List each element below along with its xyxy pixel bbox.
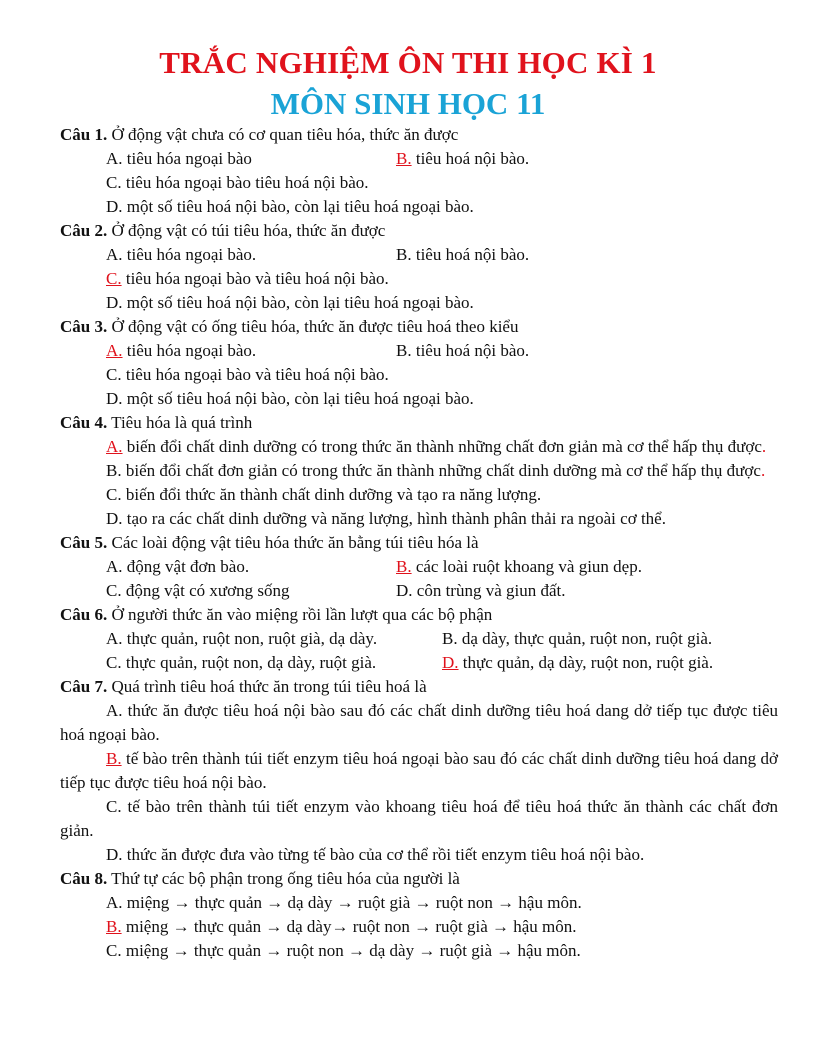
option-d: [60, 843, 778, 867]
option-text: động vật có xương sống: [121, 581, 290, 600]
option-a: [106, 339, 256, 363]
option-text: các loài ruột khoang và giun dẹp.: [411, 557, 642, 576]
correct-answer-letter: B.: [106, 749, 122, 768]
correct-answer-letter: C.: [106, 269, 122, 288]
question-label: Câu 5.: [60, 533, 108, 552]
question-8: [60, 867, 778, 891]
option-a: [60, 699, 778, 747]
option-b: [60, 915, 778, 939]
option-letter: A.: [106, 701, 123, 720]
option-b: [396, 339, 529, 363]
option-c: [60, 267, 778, 291]
option-text: một số tiêu hoá nội bào, còn lại tiêu hoá ngoại bào.: [122, 389, 474, 408]
option-b: [442, 627, 712, 651]
option-text: thực quản, ruột non, ruột già, dạ dày.: [122, 629, 378, 648]
option-row: [60, 243, 778, 267]
option-letter: B.: [442, 629, 458, 648]
option-text: tiêu hoá nội bào.: [411, 341, 530, 360]
option-c: [60, 795, 778, 843]
option-row: [60, 579, 778, 603]
option-text: côn trùng và giun đất.: [412, 581, 566, 600]
option-row: [60, 147, 778, 171]
correct-answer-letter: A.: [106, 437, 123, 456]
option-text: dạ dày, thực quản, ruột non, ruột già.: [457, 629, 713, 648]
option-letter: D.: [106, 845, 123, 864]
option-b: [60, 747, 778, 795]
question-text: Quá trình tiêu hoá thức ăn trong túi tiêu hoá là: [107, 677, 427, 696]
option-c: [60, 363, 778, 387]
option-letter: B.: [396, 341, 412, 360]
option-text: một số tiêu hoá nội bào, còn lại tiêu hoá ngoại bào.: [122, 197, 474, 216]
option-d: [60, 195, 778, 219]
option-row: [60, 627, 778, 651]
question-1: [60, 123, 778, 147]
option-text: thực quản, ruột non, dạ dày, ruột già.: [121, 653, 377, 672]
option-letter: D.: [106, 509, 123, 528]
option-text: biến đổi chất dinh dưỡng có trong thức ăn thành những chất đơn giản mà cơ thể hấp thụ được: [122, 437, 762, 456]
question-7: [60, 675, 778, 699]
question-text: Ở động vật chưa có cơ quan tiêu hóa, thức ăn được: [107, 125, 459, 144]
option-text: một số tiêu hoá nội bào, còn lại tiêu hoá ngoại bào.: [122, 293, 474, 312]
question-label: Câu 4.: [60, 413, 108, 432]
question-text: Thứ tự các bộ phận trong ống tiêu hóa của người là: [107, 869, 460, 888]
option-b: [396, 243, 529, 267]
question-text: Ở động vật có túi tiêu hóa, thức ăn được: [107, 221, 386, 240]
option-text: thức ăn được tiêu hoá nội bào sau đó các chất dinh dưỡng tiêu hoá dang dở tiếp tục được tiêu hoá ngoại bào.: [60, 701, 778, 744]
option-text: tiêu hoá nội bào.: [411, 149, 530, 168]
option-d: [60, 291, 778, 315]
option-letter: C.: [106, 941, 122, 960]
option-d: [60, 507, 778, 531]
option-d: [396, 579, 566, 603]
option-a: [106, 627, 377, 651]
option-c: [60, 939, 778, 963]
question-5: [60, 531, 778, 555]
option-letter: C.: [106, 485, 122, 504]
option-c: [106, 579, 289, 603]
question-label: Câu 6.: [60, 605, 108, 624]
option-letter: D.: [106, 389, 123, 408]
correct-answer-letter: B.: [396, 149, 412, 168]
option-letter: C.: [106, 365, 122, 384]
option-text: tế bào trên thành túi tiết enzym tiêu hoá ngoại bào sau đó các chất dinh dưỡng tiêu hoá dang dở tiếp tục được tiêu hoá nội bào.: [60, 749, 778, 792]
option-letter: C.: [106, 173, 122, 192]
option-a: [106, 555, 249, 579]
option-b: [396, 555, 642, 579]
option-letter: C.: [106, 581, 122, 600]
question-text: Ở động vật có ống tiêu hóa, thức ăn được tiêu hoá theo kiểu: [107, 317, 519, 336]
option-text: tiêu hóa ngoại bào.: [122, 245, 257, 264]
document-subtitle: MÔN SINH HỌC 11: [270, 86, 546, 121]
option-a: [60, 435, 778, 459]
option-row: [60, 555, 778, 579]
question-label: Câu 1.: [60, 125, 108, 144]
correct-answer-letter: D.: [442, 653, 459, 672]
option-a: [106, 243, 256, 267]
question-label: Câu 8.: [60, 869, 108, 888]
option-b: [396, 147, 529, 171]
option-text: tiêu hoá nội bào.: [411, 245, 530, 264]
option-row: [60, 651, 778, 675]
option-text: tiêu hóa ngoại bào tiêu hoá nội bào.: [121, 173, 369, 192]
option-a: [60, 891, 778, 915]
question-label: Câu 3.: [60, 317, 108, 336]
correct-answer-letter: B.: [106, 917, 122, 936]
question-4: [60, 411, 778, 435]
question-label: Câu 7.: [60, 677, 108, 696]
option-row: [60, 339, 778, 363]
question-6: [60, 603, 778, 627]
option-text: tiêu hóa ngoại bào.: [122, 341, 257, 360]
correct-answer-letter: B.: [396, 557, 412, 576]
option-text: miệng → thực quản → dạ dày → ruột già → ruột non → hậu môn.: [122, 893, 582, 912]
option-text: biến đổi chất đơn giản có trong thức ăn thành những chất dinh dưỡng mà cơ thể hấp thụ được: [121, 461, 761, 480]
option-text: tạo ra các chất dinh dưỡng và năng lượng, hình thành phân thải ra ngoài cơ thể.: [122, 509, 666, 528]
correct-answer-letter: A.: [106, 341, 123, 360]
option-b: [60, 459, 778, 483]
option-a: [106, 147, 252, 171]
question-list: [60, 123, 778, 963]
option-letter: C.: [106, 797, 122, 816]
option-text: động vật đơn bào.: [122, 557, 250, 576]
question-3: [60, 315, 778, 339]
option-text: biến đổi thức ăn thành chất dinh dưỡng và tạo ra năng lượng.: [121, 485, 542, 504]
option-end-mark: .: [760, 461, 766, 480]
option-letter: B.: [106, 461, 122, 480]
question-text: Các loài động vật tiêu hóa thức ăn bằng túi tiêu hóa là: [107, 533, 479, 552]
option-text: thức ăn được đưa vào từng tế bào của cơ thể rồi tiết enzym tiêu hoá nội bào.: [122, 845, 645, 864]
option-text: miệng → thực quản → ruột non → dạ dày → ruột già → hậu môn.: [121, 941, 581, 960]
question-label: Câu 2.: [60, 221, 108, 240]
option-c: [60, 483, 778, 507]
option-text: tiêu hóa ngoại bào: [122, 149, 252, 168]
option-text: miệng → thực quản → dạ dày→ ruột non → ruột già → hậu môn.: [121, 917, 577, 936]
question-text: Tiêu hóa là quá trình: [107, 413, 253, 432]
option-d: [60, 387, 778, 411]
option-d: [442, 651, 713, 675]
option-text: thực quản, dạ dày, ruột non, ruột già.: [458, 653, 714, 672]
option-letter: D.: [106, 293, 123, 312]
question-2: [60, 219, 778, 243]
option-end-mark: .: [761, 437, 767, 456]
document-title: TRẮC NGHIỆM ÔN THI HỌC KÌ 1: [159, 45, 657, 80]
option-c: [60, 171, 778, 195]
option-text: tiêu hóa ngoại bào và tiêu hoá nội bào.: [121, 365, 389, 384]
question-text: Ở người thức ăn vào miệng rồi lần lượt qua các bộ phận: [107, 605, 493, 624]
option-letter: D.: [106, 197, 123, 216]
option-letter: A.: [106, 245, 123, 264]
option-text: tiêu hóa ngoại bào và tiêu hoá nội bào.: [121, 269, 389, 288]
option-letter: A.: [106, 629, 123, 648]
option-letter: A.: [106, 149, 123, 168]
option-letter: D.: [396, 581, 413, 600]
option-letter: A.: [106, 557, 123, 576]
option-c: [106, 651, 376, 675]
option-letter: C.: [106, 653, 122, 672]
option-letter: A.: [106, 893, 123, 912]
option-letter: B.: [396, 245, 412, 264]
option-text: tế bào trên thành túi tiết enzym vào khoang tiêu hoá để tiêu hoá thức ăn thành các chất đơn giản.: [60, 797, 778, 840]
